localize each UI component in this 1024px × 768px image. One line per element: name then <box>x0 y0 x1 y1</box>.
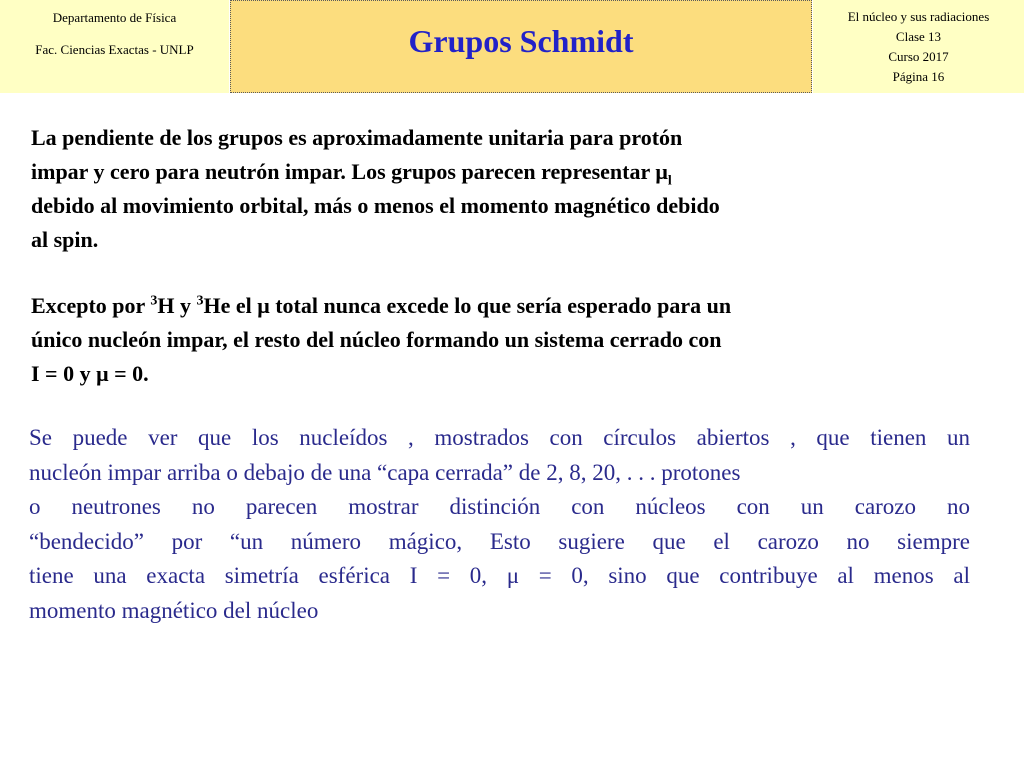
paragraph-line: Se puede ver que los nucleídos , mostrados con círculos abiertos , que tienen un <box>29 425 970 450</box>
paragraph-exception <box>31 289 961 391</box>
mass-number-superscript: 3 <box>150 293 158 309</box>
course-year-label: Curso 2017 <box>888 49 949 64</box>
course-name-label: El núcleo y sus radiaciones <box>847 9 990 24</box>
paragraph-line: tiene una exacta simetría esférica I = 0, μ = 0, sino que contribuye al menos al <box>29 563 970 588</box>
mu-l-subscript: l <box>667 173 672 189</box>
paragraph-line: La pendiente de los grupos es aproximadamente unitaria para protón <box>31 125 683 150</box>
paragraph-text: Excepto por <box>31 293 151 318</box>
slide-title: Grupos Schmidt <box>408 23 634 59</box>
paragraph-nuclides <box>29 421 970 628</box>
paragraph-line <box>31 155 961 189</box>
paragraph-line <box>31 289 961 323</box>
paragraph-line: momento magnético del núcleo <box>29 597 319 623</box>
paragraph-line: “bendecido” por “un número mágico, Esto sugiere que el carozo no siempre <box>29 528 970 554</box>
paragraph-line: al spin. <box>31 227 99 252</box>
paragraph-line: único nucleón impar, el resto del núcleo formando un sistema cerrado con <box>31 327 722 352</box>
paragraph-text: H y <box>157 293 197 318</box>
header-title-box <box>230 0 812 93</box>
class-number-label: Clase 13 <box>895 29 942 44</box>
mass-number-superscript: 3 <box>196 293 204 309</box>
paragraph-text: He el μ total nunca excede lo que sería esperado para un <box>203 293 732 318</box>
paragraph-line: nucleón impar arriba o debajo de una “capa cerrada” de 2, 8, 20, . . . protones <box>29 459 741 485</box>
header-left-box <box>0 0 229 93</box>
page-number-label: Página 16 <box>892 69 945 84</box>
paragraph-line: o neutrones no parecen mostrar distinción con núcleos con un carozo no <box>29 494 970 519</box>
paragraph-line-text: impar y cero para neutrón impar. Los grupos parecen representar μ <box>31 159 668 184</box>
paragraph-slope <box>31 121 961 257</box>
header-right-box <box>813 0 1024 93</box>
paragraph-line: I = 0 y μ = 0. <box>31 361 149 386</box>
paragraph-line: debido al movimiento orbital, más o menos el momento magnético debido <box>31 193 720 218</box>
faculty-label: Fac. Ciencias Exactas - UNLP <box>35 42 194 57</box>
department-label: Departamento de Física <box>52 10 177 25</box>
